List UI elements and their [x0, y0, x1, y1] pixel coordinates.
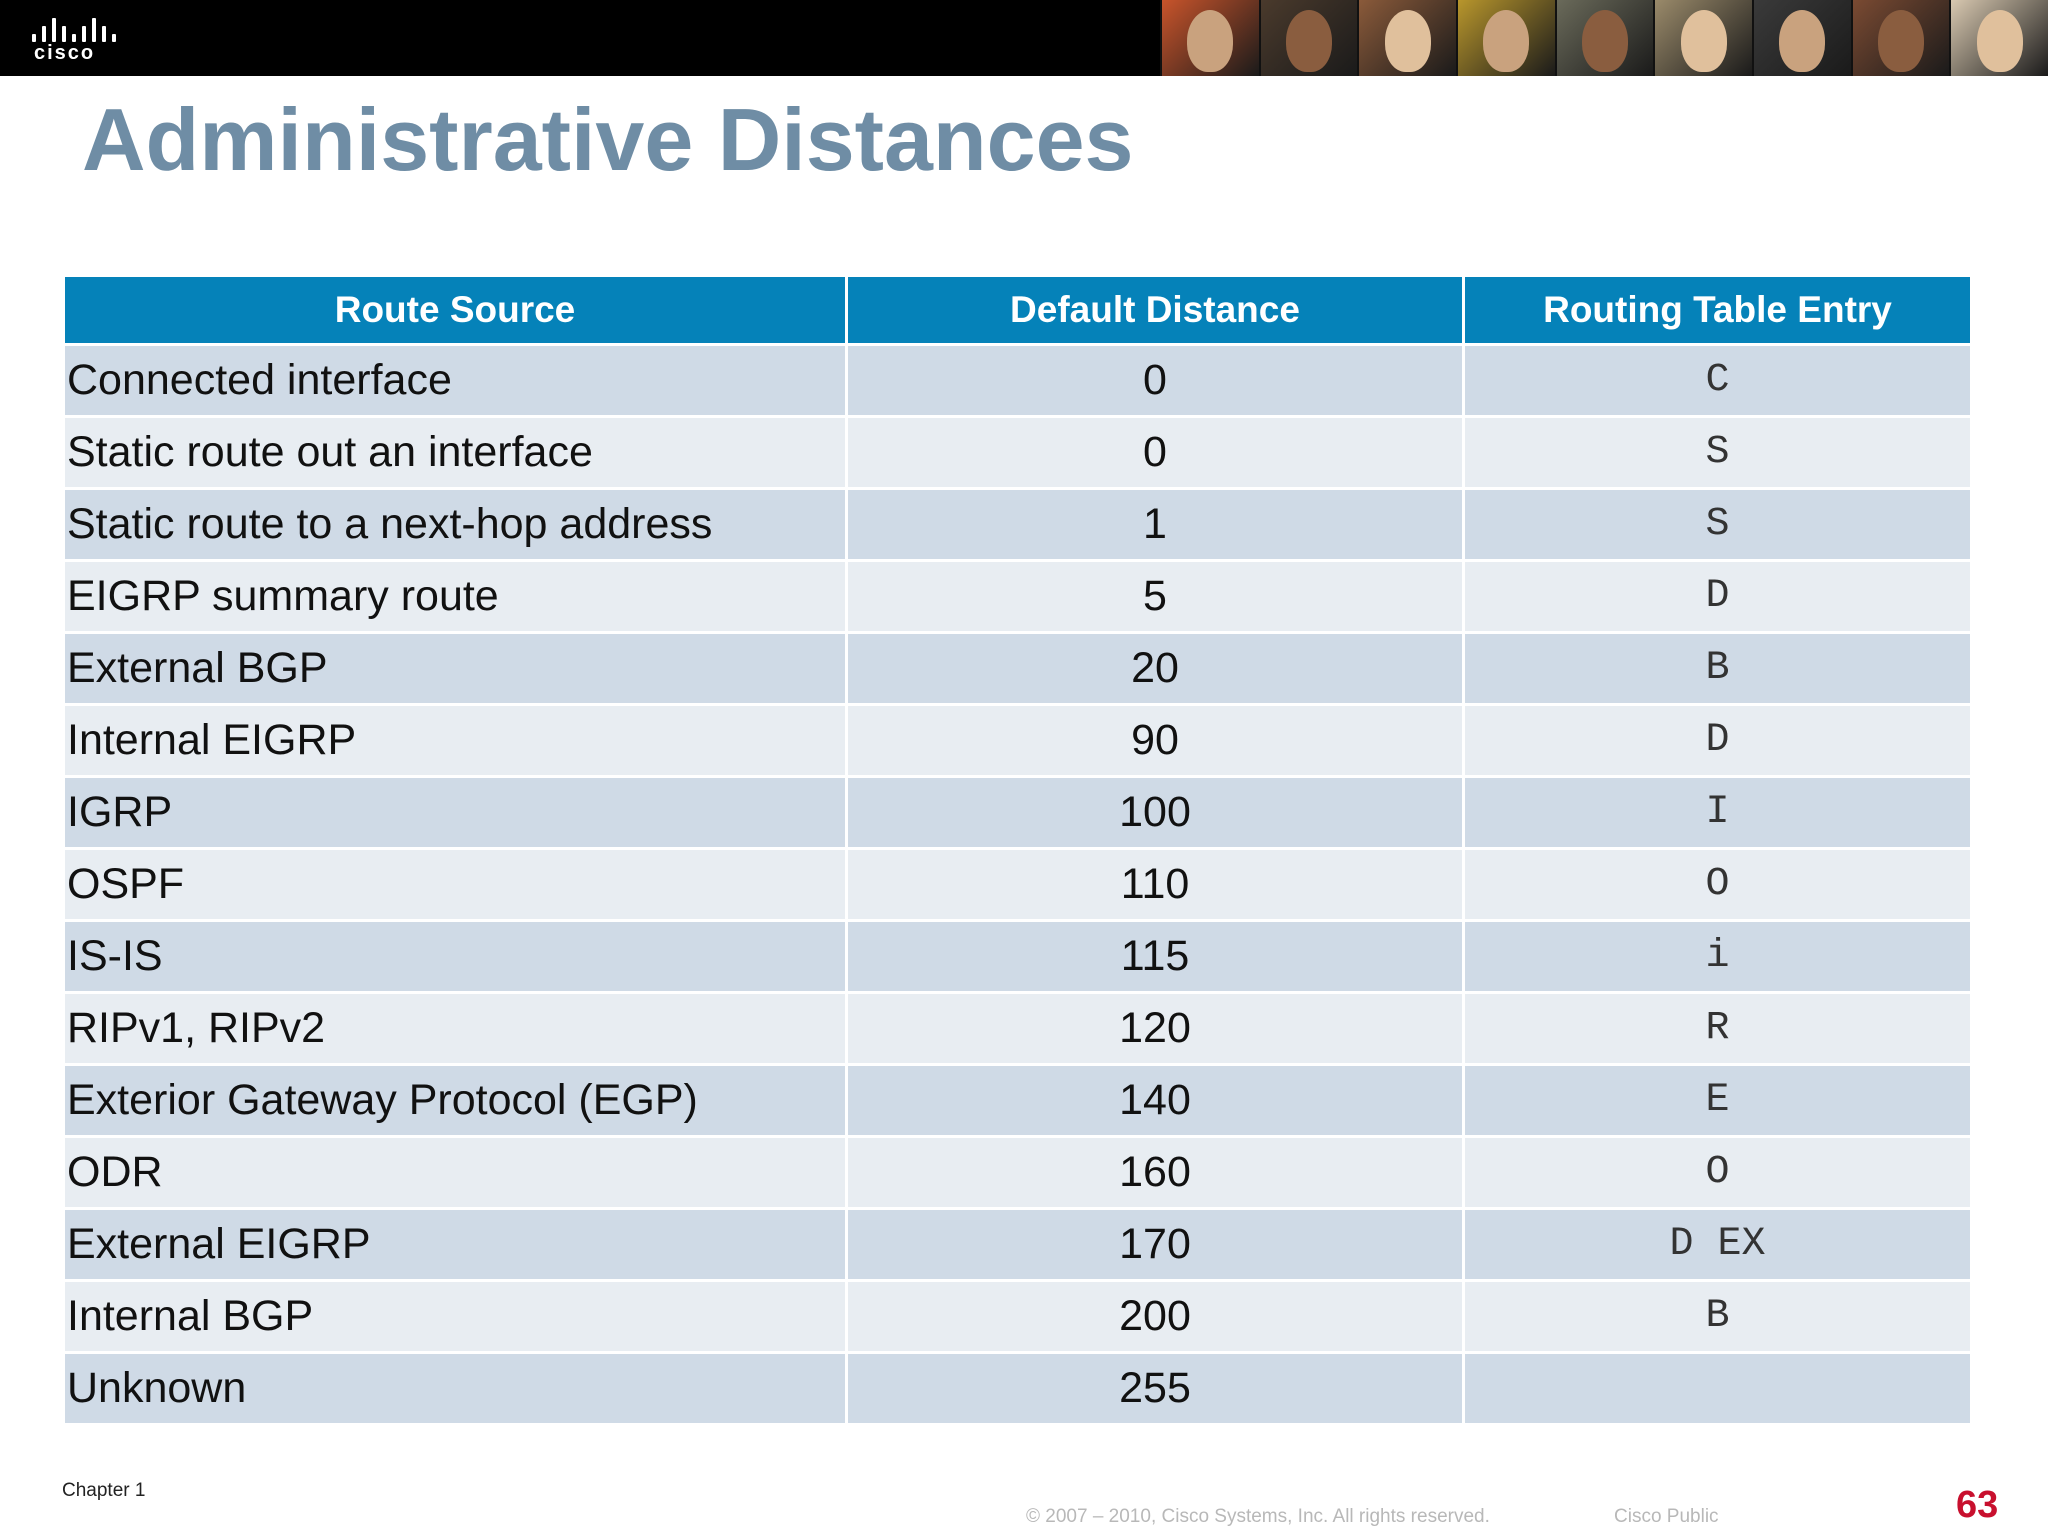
face-icon [1187, 10, 1233, 72]
face-icon [1483, 10, 1529, 72]
cell-route-source: EIGRP summary route [65, 562, 845, 631]
cell-route-source: Static route to a next-hop address [65, 490, 845, 559]
table-row [65, 922, 1970, 991]
header-photo [1357, 0, 1456, 76]
cisco-logo-text: cisco [34, 42, 96, 64]
cell-routing-table-entry: D [1465, 562, 1970, 631]
face-icon [1977, 10, 2023, 72]
cell-routing-table-entry: B [1465, 1282, 1970, 1351]
cell-routing-table-entry: C [1465, 346, 1970, 415]
cisco-bars-icon [30, 14, 120, 42]
face-icon [1878, 10, 1924, 72]
cell-default-distance: 160 [848, 1138, 1462, 1207]
cell-default-distance: 140 [848, 1066, 1462, 1135]
cell-routing-table-entry: S [1465, 418, 1970, 487]
cell-route-source: Unknown [65, 1354, 845, 1423]
cell-routing-table-entry: S [1465, 490, 1970, 559]
table-row [65, 1282, 1970, 1351]
header-photo [1160, 0, 1259, 76]
header-default-distance: Default Distance [848, 277, 1462, 343]
cell-route-source: Static route out an interface [65, 418, 845, 487]
cell-default-distance: 255 [848, 1354, 1462, 1423]
cell-routing-table-entry: D [1465, 706, 1970, 775]
face-icon [1681, 10, 1727, 72]
header-route-source: Route Source [65, 277, 845, 343]
footer-classification: Cisco Public [1614, 1506, 1719, 1527]
cell-default-distance: 120 [848, 994, 1462, 1063]
photo-strip [1160, 0, 2048, 76]
header-photo [1259, 0, 1358, 76]
cell-route-source: ODR [65, 1138, 845, 1207]
face-icon [1779, 10, 1825, 72]
table-row [65, 490, 1970, 559]
cell-routing-table-entry: E [1465, 1066, 1970, 1135]
cell-default-distance: 90 [848, 706, 1462, 775]
cell-routing-table-entry: i [1465, 922, 1970, 991]
table-row [65, 346, 1970, 415]
table-row [65, 418, 1970, 487]
cell-default-distance: 110 [848, 850, 1462, 919]
cell-default-distance: 100 [848, 778, 1462, 847]
header-photo [1949, 0, 2048, 76]
table-row [65, 1210, 1970, 1279]
cell-route-source: External BGP [65, 634, 845, 703]
cell-routing-table-entry: B [1465, 634, 1970, 703]
footer-copyright: © 2007 – 2010, Cisco Systems, Inc. All rights reserved. [1026, 1506, 1490, 1527]
cell-route-source: Internal EIGRP [65, 706, 845, 775]
header-photo [1555, 0, 1654, 76]
cell-routing-table-entry: O [1465, 1138, 1970, 1207]
face-icon [1286, 10, 1332, 72]
footer-chapter: Chapter 1 [62, 1480, 146, 1501]
cell-default-distance: 115 [848, 922, 1462, 991]
cell-default-distance: 5 [848, 562, 1462, 631]
cell-route-source: Connected interface [65, 346, 845, 415]
cell-route-source: OSPF [65, 850, 845, 919]
table-row [65, 1066, 1970, 1135]
header-photo [1653, 0, 1752, 76]
cell-routing-table-entry [1465, 1354, 1970, 1423]
cell-routing-table-entry: O [1465, 850, 1970, 919]
cell-default-distance: 200 [848, 1282, 1462, 1351]
cell-default-distance: 170 [848, 1210, 1462, 1279]
header-photo [1851, 0, 1950, 76]
cisco-logo [30, 14, 122, 64]
table-row [65, 634, 1970, 703]
table-row [65, 1354, 1970, 1423]
cell-route-source: IS-IS [65, 922, 845, 991]
cell-route-source: IGRP [65, 778, 845, 847]
header-photo [1456, 0, 1555, 76]
table-row [65, 706, 1970, 775]
cell-default-distance: 20 [848, 634, 1462, 703]
cell-routing-table-entry: R [1465, 994, 1970, 1063]
cell-route-source: External EIGRP [65, 1210, 845, 1279]
page-number: 63 [1956, 1484, 1999, 1526]
header-routing-table-entry: Routing Table Entry [1465, 277, 1970, 343]
face-icon [1582, 10, 1628, 72]
cell-routing-table-entry: D EX [1465, 1210, 1970, 1279]
cell-routing-table-entry: I [1465, 778, 1970, 847]
header-photo [1752, 0, 1851, 76]
table-row [65, 562, 1970, 631]
table-row [65, 1138, 1970, 1207]
table-header-row [65, 277, 1970, 343]
cell-default-distance: 0 [848, 418, 1462, 487]
table-body [65, 346, 1970, 1423]
slide-title: Administrative Distances [82, 90, 1134, 189]
cell-route-source: Exterior Gateway Protocol (EGP) [65, 1066, 845, 1135]
table-row [65, 994, 1970, 1063]
face-icon [1385, 10, 1431, 72]
table-row [65, 778, 1970, 847]
cell-route-source: Internal BGP [65, 1282, 845, 1351]
cell-default-distance: 0 [848, 346, 1462, 415]
table-row [65, 850, 1970, 919]
administrative-distance-table [62, 274, 1973, 1426]
cell-default-distance: 1 [848, 490, 1462, 559]
cell-route-source: RIPv1, RIPv2 [65, 994, 845, 1063]
top-banner [0, 0, 2048, 76]
